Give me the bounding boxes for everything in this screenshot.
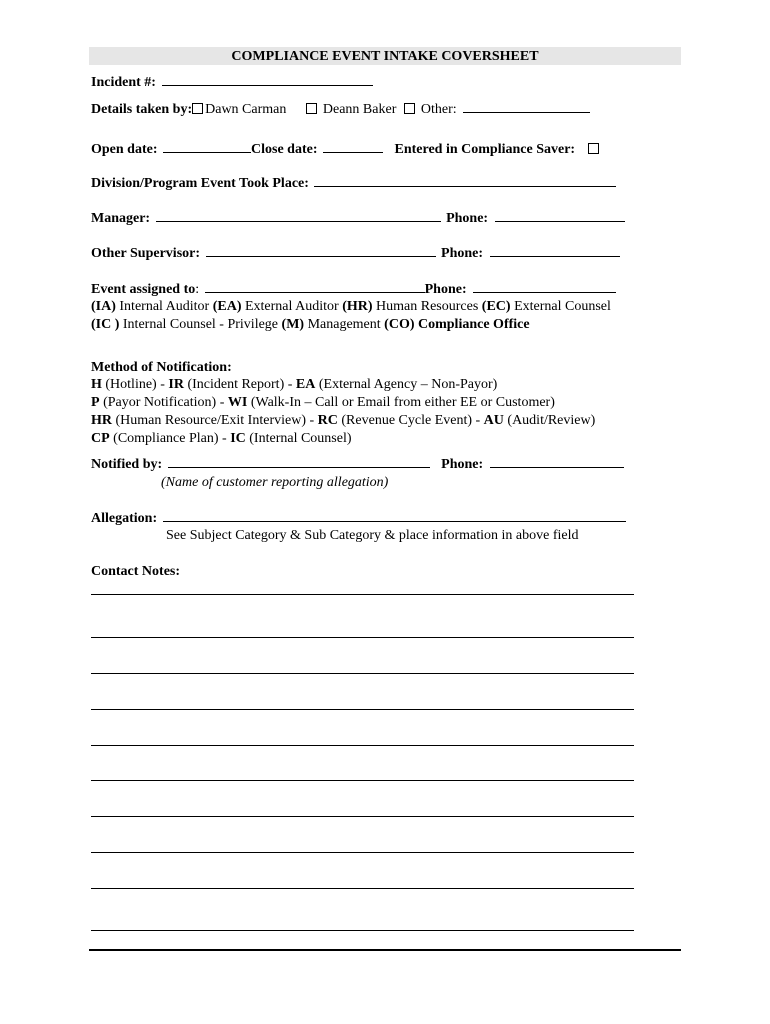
allegation-row — [91, 509, 626, 527]
allegation-field[interactable] — [163, 509, 626, 522]
notified-phone-label: Phone: — [441, 457, 484, 472]
notified-field[interactable] — [168, 455, 430, 468]
code-ea-text: External Auditor — [241, 299, 343, 314]
code-m: (M) — [281, 317, 305, 332]
supervisor-phone-label: Phone: — [441, 246, 484, 261]
method-ic: IC — [230, 431, 246, 446]
notified-row — [91, 455, 624, 473]
notes-line[interactable] — [91, 673, 634, 674]
notes-line[interactable] — [91, 816, 634, 817]
method-rc-text: (Revenue Cycle Event) - — [337, 413, 484, 428]
method-line-4 — [91, 430, 352, 447]
deann-baker-checkbox[interactable] — [306, 103, 317, 114]
supervisor-phone-field[interactable] — [490, 244, 620, 257]
code-ia-text: Internal Auditor — [115, 299, 213, 314]
code-hr-text: Human Resources — [372, 299, 482, 314]
incident-number-field[interactable] — [162, 73, 373, 86]
method-line-3 — [91, 412, 595, 429]
method-cp-text: (Compliance Plan) - — [109, 431, 231, 446]
manager-row — [91, 209, 625, 227]
code-ec-text: External Counsel — [510, 299, 611, 314]
open-date-field[interactable] — [163, 140, 251, 153]
method-ir: IR — [168, 377, 184, 392]
assigned-field[interactable] — [205, 280, 425, 293]
division-label: Division/Program Event Took Place: — [91, 176, 309, 191]
method-au-text: (Audit/Review) — [503, 413, 596, 428]
division-field[interactable] — [314, 174, 616, 187]
assignee-codes-line-1 — [91, 298, 611, 315]
footer-rule — [89, 949, 681, 951]
deann-baker-label: Deann Baker — [322, 102, 397, 117]
dawn-carman-label: Dawn Carman — [205, 102, 287, 117]
entered-label: Entered in Compliance Saver: — [394, 142, 576, 157]
code-ia: (IA) — [91, 299, 116, 314]
division-row — [91, 174, 616, 192]
notes-line[interactable] — [91, 637, 634, 638]
method-hr: HR — [91, 413, 112, 428]
notes-line[interactable] — [91, 780, 634, 781]
method-p-text: (Payor Notification) - — [99, 395, 228, 410]
allegation-hint: See Subject Category & Sub Category & place information in above field — [166, 528, 579, 543]
notified-hint: (Name of customer reporting allegation) — [161, 475, 389, 490]
manager-phone-label: Phone: — [446, 211, 489, 226]
details-label: Details taken by: — [91, 102, 193, 117]
method-ic-text: (Internal Counsel) — [245, 431, 352, 446]
method-h: H — [91, 377, 102, 392]
incident-label: Incident #: — [91, 75, 156, 90]
manager-field[interactable] — [156, 209, 441, 222]
open-date-label: Open date: — [91, 142, 158, 157]
other-label: Other: — [420, 102, 457, 117]
notes-line[interactable] — [91, 745, 634, 746]
close-date-label: Close date: — [251, 142, 318, 157]
method-hr-text: (Human Resource/Exit Interview) - — [112, 413, 318, 428]
method-ir-text: (Incident Report) - — [183, 377, 296, 392]
method-au: AU — [483, 413, 504, 428]
assigned-label: Event assigned to — [91, 282, 196, 297]
contact-notes-label: Contact Notes: — [91, 564, 181, 579]
method-label: Method of Notification: — [91, 360, 232, 375]
other-supervisor-field[interactable] — [206, 244, 436, 257]
dawn-carman-checkbox[interactable] — [192, 103, 203, 114]
method-cp: CP — [91, 431, 110, 446]
method-p: P — [91, 395, 100, 410]
code-m-text: Management — [304, 317, 385, 332]
incident-row — [91, 73, 373, 91]
notes-line[interactable] — [91, 852, 634, 853]
notified-phone-field[interactable] — [490, 455, 624, 468]
method-rc: RC — [317, 413, 338, 428]
manager-phone-field[interactable] — [495, 209, 625, 222]
assignee-codes-line-2 — [91, 316, 530, 333]
assigned-phone-label: Phone: — [424, 282, 467, 297]
code-ea: (EA) — [212, 299, 242, 314]
code-co: (CO) Compliance Office — [384, 317, 530, 332]
notes-line[interactable] — [91, 888, 634, 889]
other-field[interactable] — [463, 100, 590, 113]
method-line-1 — [91, 376, 497, 393]
method-wi: WI — [227, 395, 248, 410]
code-ec: (EC) — [481, 299, 511, 314]
assigned-colon: : — [195, 282, 200, 297]
allegation-label: Allegation: — [91, 511, 158, 526]
dates-row — [91, 140, 601, 158]
notes-line[interactable] — [91, 709, 634, 710]
other-supervisor-row — [91, 244, 620, 262]
manager-label: Manager: — [91, 211, 151, 226]
details-row — [91, 100, 590, 118]
method-wi-text: (Walk-In – Call or Email from either EE or Customer) — [247, 395, 555, 410]
notes-line[interactable] — [91, 594, 634, 595]
code-hr: (HR) — [342, 299, 373, 314]
assigned-phone-field[interactable] — [473, 280, 616, 293]
code-ic: (IC ) — [91, 317, 120, 332]
notified-label: Notified by: — [91, 457, 163, 472]
other-supervisor-label: Other Supervisor: — [91, 246, 201, 261]
method-line-2 — [91, 394, 555, 411]
assigned-row — [91, 280, 616, 298]
notes-line[interactable] — [91, 930, 634, 931]
entered-checkbox[interactable] — [588, 143, 599, 154]
close-date-field[interactable] — [323, 140, 383, 153]
method-ea: EA — [295, 377, 316, 392]
form-title: COMPLIANCE EVENT INTAKE COVERSHEET — [89, 47, 681, 65]
code-ic-text: Internal Counsel - Privilege — [119, 317, 282, 332]
other-checkbox[interactable] — [404, 103, 415, 114]
method-ea-text: (External Agency – Non-Payor) — [315, 377, 498, 392]
method-h-text: (Hotline) - — [101, 377, 169, 392]
